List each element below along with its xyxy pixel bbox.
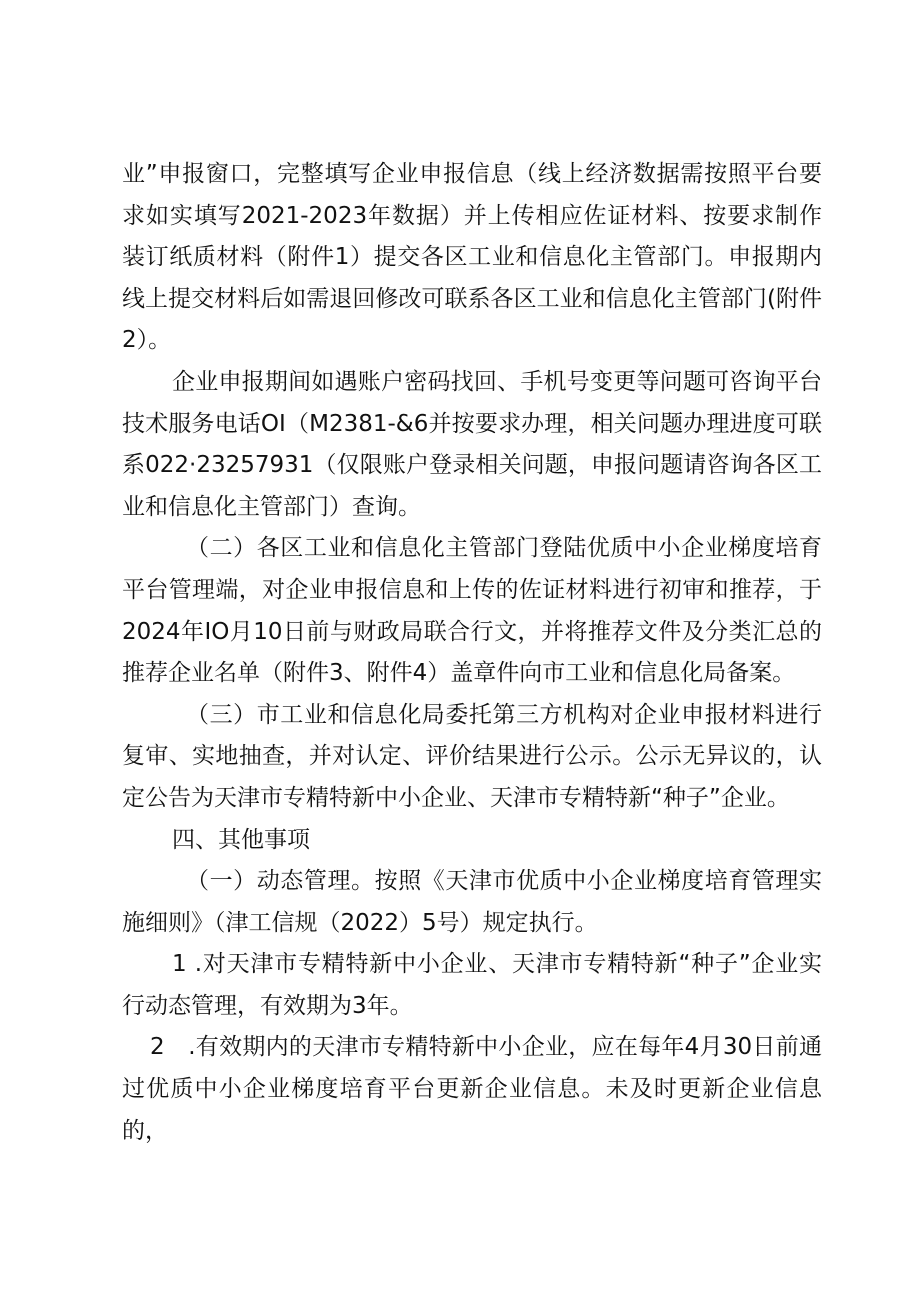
paragraph-dynamic-management: （一）动态管理。按照《天津市优质中小企业梯度培育管理实施细则》（津工信规（2022）5号）规定执行。 (122, 868, 822, 936)
paragraph-application-window: 业”申报窗口，完整填写企业申报信息（线上经济数据需按照平台要求如实填写2021-2023年数据）并上传相应佐证材料、按要求制作装订纸质材料（附件1）提交各区工业和信息化主管部门。申报期内线上提交材料后如需退回修改可联系各区工业和信息化主管部门(附件2）。 (122, 161, 822, 354)
paragraph-city-review: （三）市工业和信息化局委托第三方机构对企业申报材料进行复审、实地抽查，并对认定、评价结果进行公示。公示无异议的，认定公告为天津市专精特新中小企业、天津市专精特新“种子”企业。 (122, 701, 822, 811)
list-item-2: 2 .有效期内的天津市专精特新中小企业，应在每年4月30日前通过优质中小企业梯度培育平台更新企业信息。未及时更新企业信息的， (122, 1034, 822, 1144)
paragraph-district-review: （二）各区工业和信息化主管部门登陆优质中小企业梯度培育平台管理端，对企业申报信息和上传的佐证材料进行初审和推荐，于2024年IO月10日前与财政局联合行文，并将推荐文件及分类汇总的推荐企业名单（附件3、附件4）盖章件向市工业和信息化局备案。 (122, 535, 822, 687)
document-body (122, 154, 822, 1152)
paragraph-account-support: 企业申报期间如遇账户密码找回、手机号变更等问题可咨询平台技术服务电话OI（M2381-&6并按要求办理，相关问题办理进度可联系022·23257931（仅限账户登录相关问题，申报问题请咨询各区工业和信息化主管部门）查询。 (122, 368, 822, 520)
list-item-1: 1 .对天津市专精特新中小企业、天津市专精特新“种子”企业实行动态管理，有效期为3年。 (122, 951, 822, 1019)
section-heading-other-matters: 四、其他事项 (172, 826, 310, 853)
